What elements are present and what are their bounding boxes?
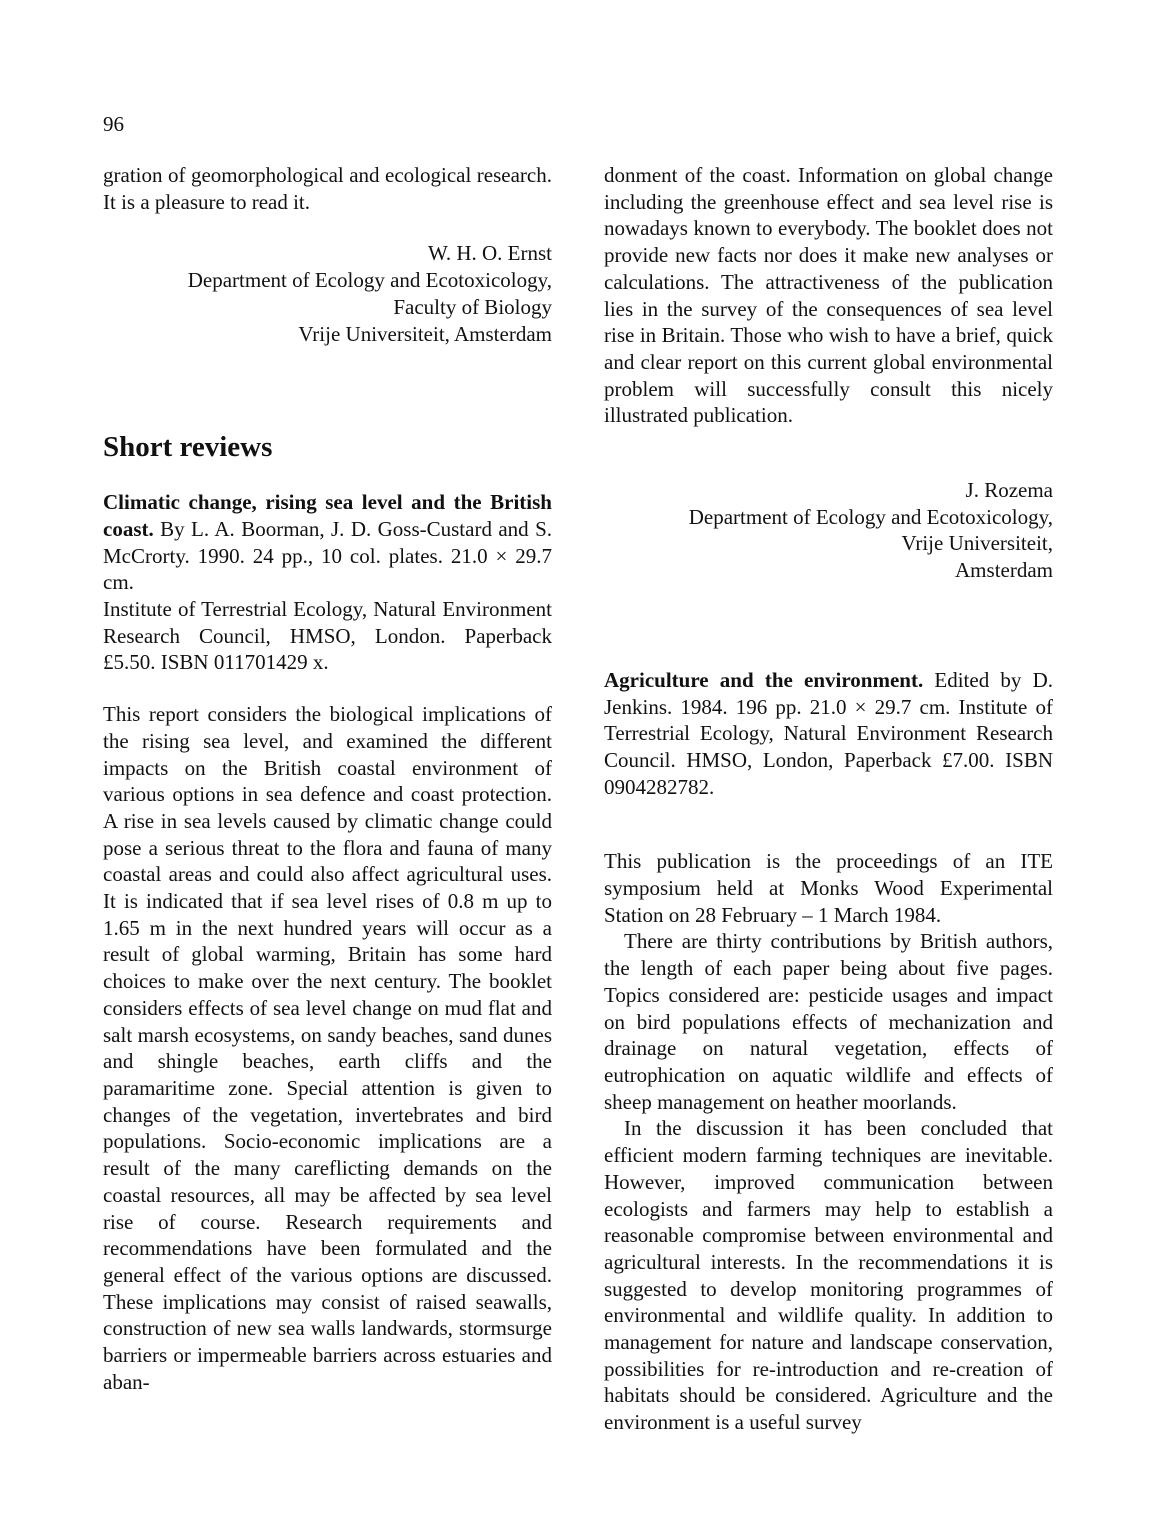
spacer (103, 676, 552, 701)
page-number: 96 (103, 112, 124, 136)
review-title: Climatic change, rising sea level and the British coast. (103, 490, 552, 541)
spacer (103, 347, 552, 430)
review-citation: By L. A. Boorman, J. D. Goss-Custard and S. McCrorty. 1990. 24 pp., 10 col. plates. 21.0 × 29.7 cm. (103, 516, 553, 595)
review-body-continuation: donment of the coast. Information on global change including the greenhouse effect and sea level rise is nowadays known to everybody. The booklet does not provide new facts nor does it make new analyses or calculations. The attractiveness of the publication lies in the survey of the consequences of sea level rise in Britain. Those who wish to have a brief, quick and clear report on this current global environmental problem will successfully consult this nicely illustrated publication. (604, 163, 1053, 428)
reviewer-signature-ernst (103, 240, 552, 347)
review-body: This report considers the biological implications of the rising sea level, and examined the different impacts on the British coastal environment of various options in sea defence and coast protection. A rise in sea levels caused by climatic change could pose a serious threat to the flora and fauna of many coastal areas and could also affect agricultural uses. It is indicated that if sea level rises of 0.8 m up to 1.65 m in the next hundred years will occur as a result of global warming, Britain has some hard choices to make over the next century. The booklet considers effects of sea level change on mud flat and salt marsh ecosystems, on sandy beaches, sand dunes and shingle beaches, earth cliffs and the paramaritime zone. Special attention is given to changes of the vegetation, invertebrates and bird populations. Socio-economic implications are a result of the many careflicting demands on the coastal resources, all may be affected by sea level rise of course. Research requirements and recommendations have been formulated and the general effect of the various options are discussed. These implications may consist of raised seawalls, construction of new sea walls landwards, stormsurge barriers or impermeable barriers across estuaries and aban- (103, 702, 552, 1394)
review-citation: Edited by D. Jenkins. 1984. 196 pp. 21.0 × 29.7 cm. Institute of Terrestrial Ecology, Natural Environment Research Council. HMSO, London, Paperback £7.00. ISBN 0904282782. (604, 667, 1053, 799)
reviewer-signature-rozema (604, 477, 1053, 584)
left-column (103, 162, 552, 1395)
review-paragraph: In the discussion it has been concluded that efficient modern farming techniques are inevitable. However, improved communication between ecologists and farmers may help to establish a reasonable compromise between environmental and agricultural interests. In the recommendations it is suggested to develop monitoring programmes of environmental and wildlife quality. In addition to management for nature and landscape conservation, possibilities for re-introduction and re-creation of habitats should be considered. Agriculture and the environment is a useful survey (604, 1116, 1053, 1435)
reviewer-university: Vrije Universiteit, (901, 531, 1053, 556)
reviewer-faculty: Faculty of Biology (393, 294, 552, 319)
spacer (604, 584, 1053, 667)
review-paragraph: This publication is the proceedings of an ITE symposium held at Monks Wood Experimental Station on 28 February – 1 March 1984. (604, 849, 1053, 927)
spacer (103, 215, 552, 240)
review-paragraph: There are thirty contributions by British authors, the length of each paper being about five pages. Topics considered are: pesticide usages and impact on bird populations effects of mechanization and drainage on natural vegetation, effects of eutrophication on aquatic wildlife and effects of sheep management on heather moorlands. (604, 929, 1053, 1114)
review-citation-agriculture (604, 667, 1053, 801)
review-publisher: Institute of Terrestrial Ecology, Natural Environment Research Council, HMSO, London. Paperback £5.50. ISBN 011701429 x. (103, 597, 552, 675)
previous-review-ending: gration of geomorphological and ecological research. It is a pleasure to read it. (103, 163, 552, 214)
reviewer-department: Department of Ecology and Ecotoxicology, (688, 504, 1053, 529)
review-citation-climatic-change (103, 489, 552, 596)
right-column (604, 162, 1053, 1436)
spacer (604, 429, 1053, 477)
review-title: Agriculture and the environment. (604, 667, 924, 692)
section-heading-short-reviews: Short reviews (103, 431, 273, 464)
reviewer-university: Vrije Universiteit, Amsterdam (298, 321, 552, 346)
reviewer-name: J. Rozema (965, 478, 1053, 503)
reviewer-department: Department of Ecology and Ecotoxicology, (187, 268, 552, 293)
spacer (103, 464, 552, 489)
spacer (604, 800, 1053, 848)
reviewer-name: W. H. O. Ernst (427, 241, 552, 266)
reviewer-city: Amsterdam (955, 558, 1053, 583)
